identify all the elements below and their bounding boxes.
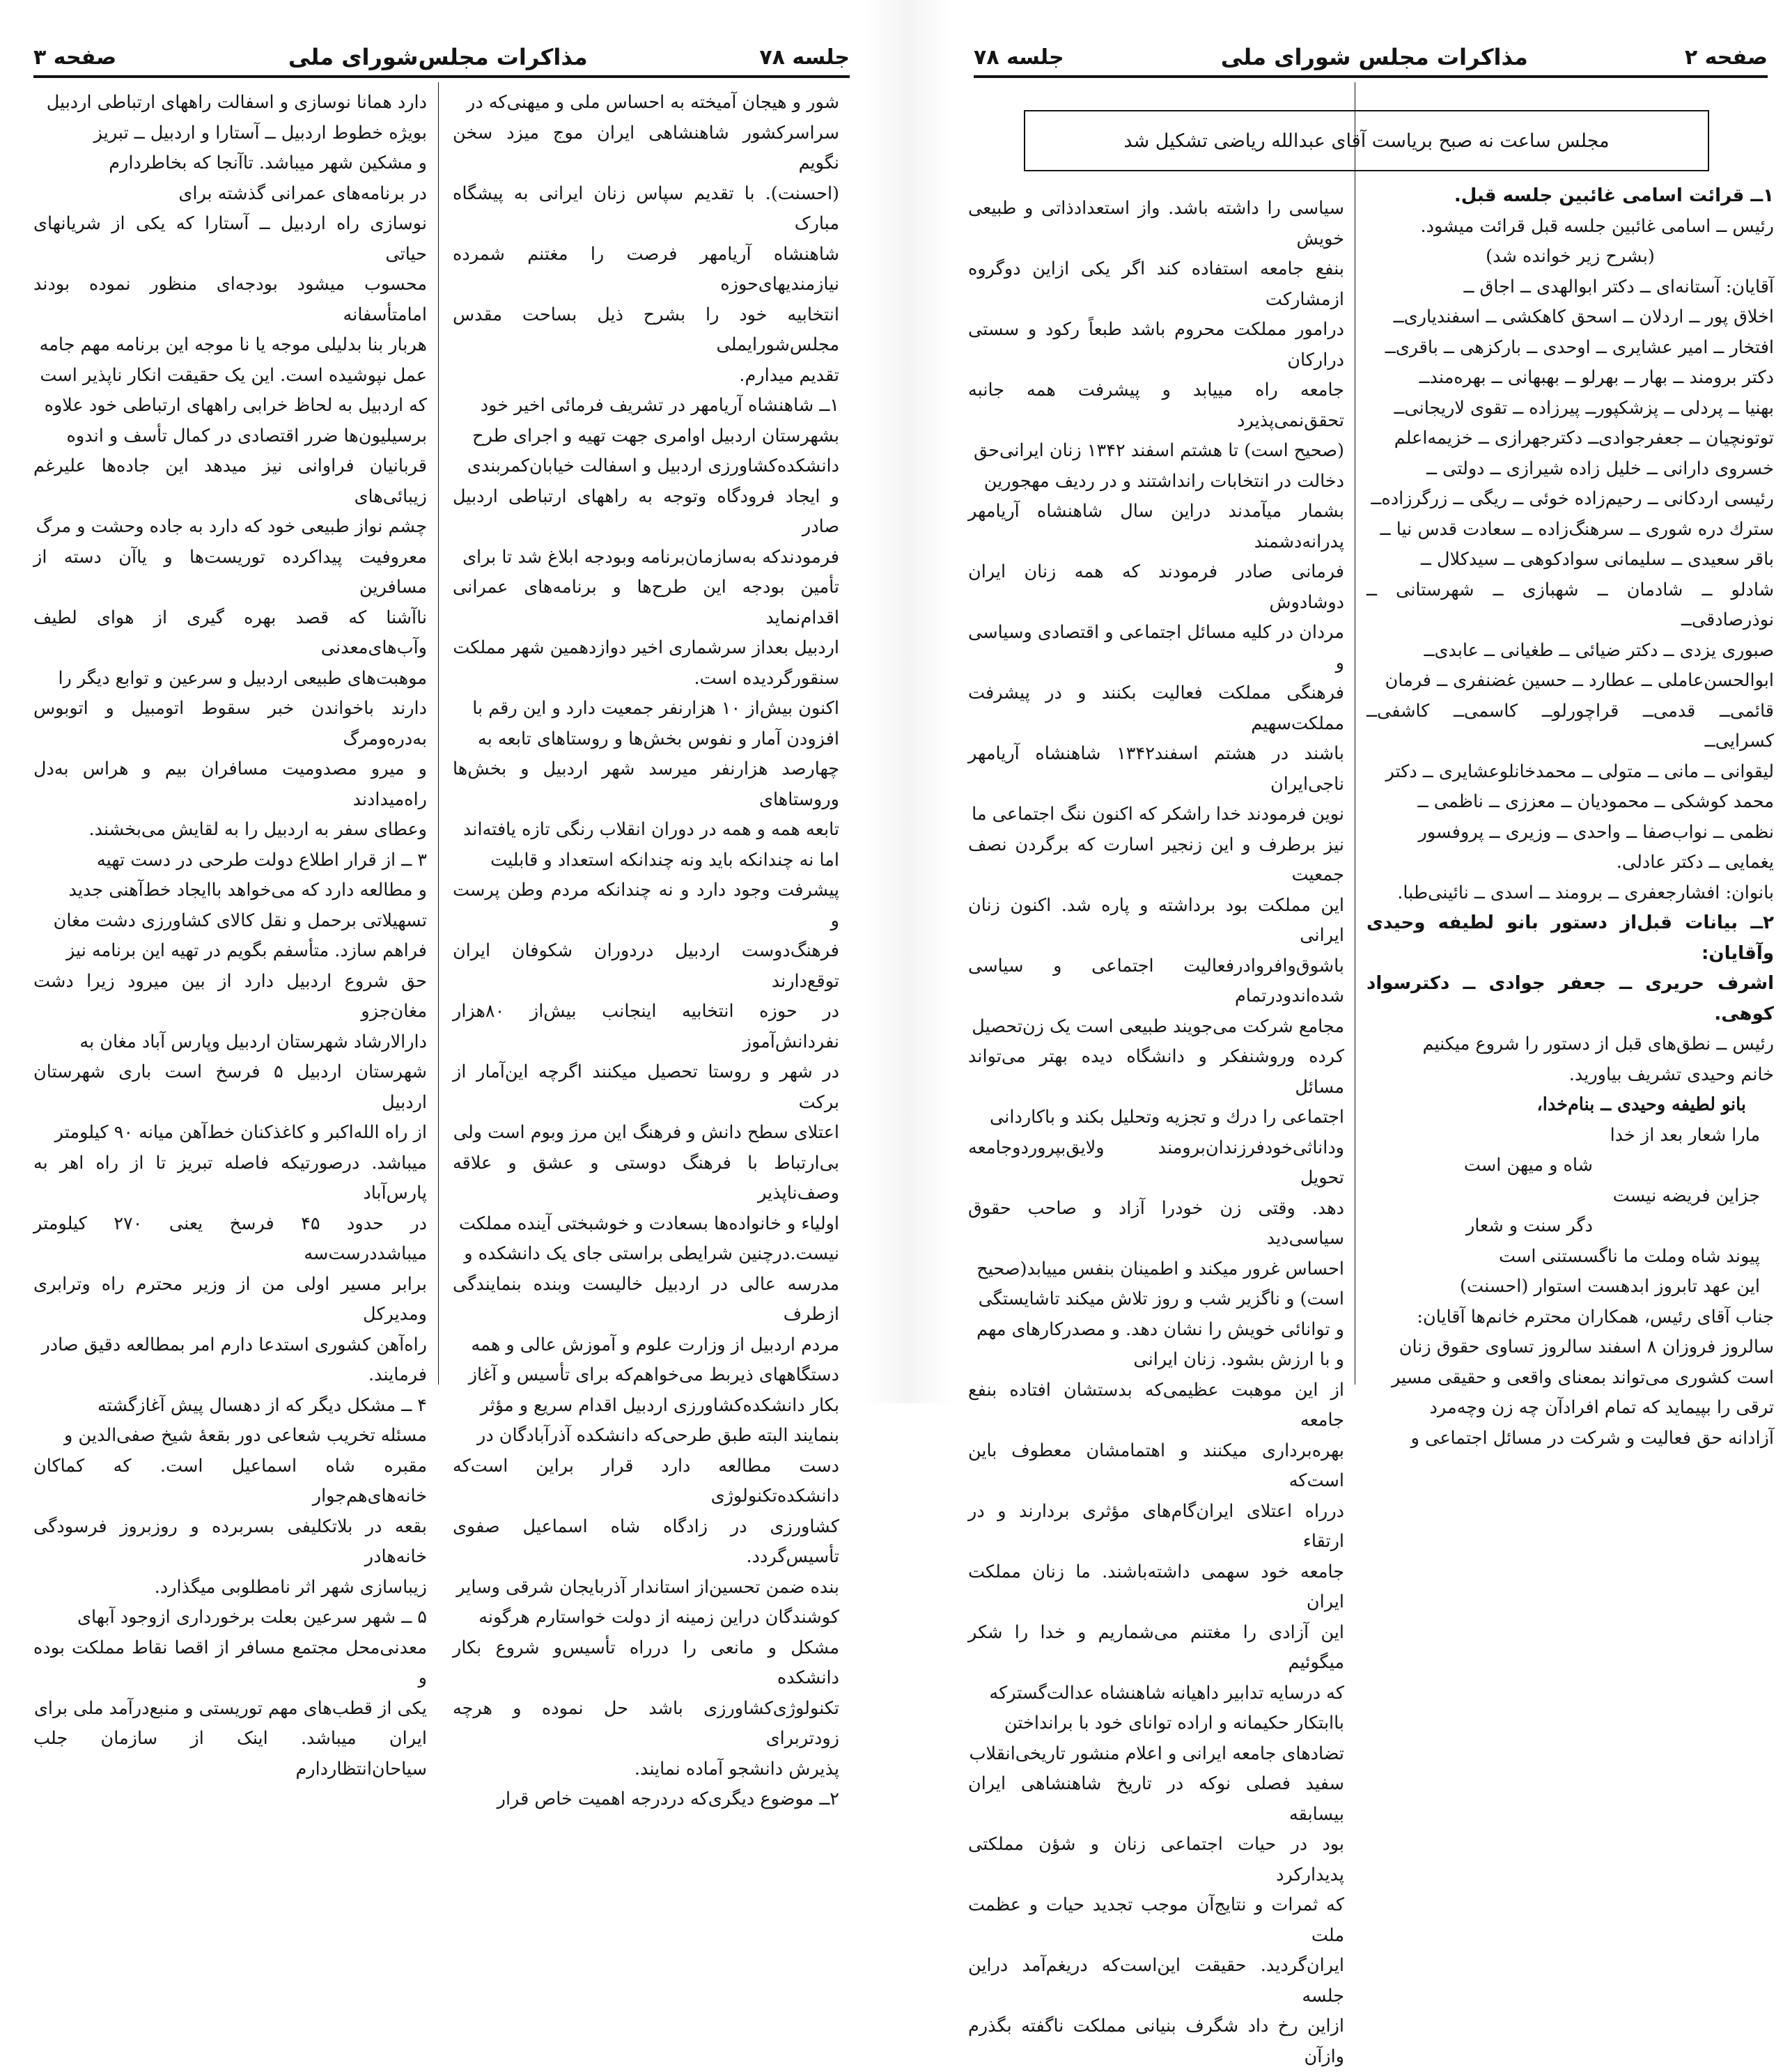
absentee-line: دکتر برومند ــ بهار ــ بهرلو ــ بهبهانی ــ بهره‌مند‌ــ [1419,367,1774,388]
text-line: (صحیح است) تا هشتم اسفند ۱۳۴۲ زنان ایرانی‌حق [974,440,1344,461]
text-line: فراهم سازد. متأسفم بگویم در تهیه این برنامه نیز [65,940,427,961]
text-line: شور و هیجان آمیخته به احساس ملی و میهنی‌که در [467,92,839,113]
poem-line: شاه و میهن است [1463,1155,1593,1176]
absentee-line: بهنیا ــ پردلی ــ پزشکپور‌ــ پیرزاده ــ تقوی لاریجانی‌ــ [1394,397,1774,419]
section-heading-speeches-cont: اشرف حریری ــ جعفر جوادی ــ دکتر‌سواد کوهی. [1367,973,1774,1025]
chair-opening-speeches: رئیس ــ نطق‌های قبل از دستور را شروع میکنیم [1422,1034,1774,1054]
text-line: تابعه همه و همه در دوران انقلاب رنگی تازه یافته‌اند [463,819,839,840]
text-line: تکنولوژی‌کشاورزی باشد حل نموده و هرچه زودتربرای [453,1697,839,1749]
text-line: ازاین رخ داد شگرف بنیانی مملکت ناگفته بگذرم وازآن [968,2016,1344,2067]
poem-line: جزاین فریضه نیست [1612,1185,1760,1206]
text-line: تضادهای جامعه ایرانی و اعلام منشور تاریخی‌انقلاب [969,1743,1344,1764]
absentee-line: شادلو ــ شادمان ــ شهبازی ــ شهرستانی ــ نوذرصادقی‌ــ [1367,579,1774,630]
text-line: اردبیل بعداز سرشماری اخیر دوازدهمین شهر مملکت [453,637,839,658]
text-line: که درسایه تدابیر داهیانه شاهنشاه عدالت‌گسترکه [989,1682,1344,1704]
text-line: دارالارشاد شهرستان اردبیل وپارس آباد مغان به [79,1031,427,1052]
absentee-line: لیقوانی ــ مانی ــ متولی ــ محمدخانلوعشایری ــ دکتر [1385,761,1774,782]
right-header-rule [974,75,1768,78]
right-page-header [974,40,1768,74]
text-line: مدرسه عالی در اردبیل خالیست وبنده بنمایندگی ازطرف [453,1273,839,1325]
text-line: نوین فرمودند خدا راشکر که اکنون ننگ اجتماعی ما [972,804,1344,825]
text-line: سفید فصلی نوکه در تاریخ شاهنشاهی ایران بیسابقه [968,1773,1344,1825]
reading-note: (بشرح زیر خوانده شد) [1486,246,1655,267]
text-line: شاهنشاه آریامهر فرصت را مغتنم شمرده نیازمندیهای‌حوزه [453,243,839,295]
text-line: وعطای سفر به اردبیل را به لقایش می‌بخشند. [88,819,427,840]
poem-verses [1367,1121,1774,1302]
text-line: سالروز فروزان ۸ اسفند سالروز تساوی حقوق زنان [1399,1337,1774,1357]
text-line: محسوب میشود بودجه‌ای منظور نموده بودند امامتأسفانه [33,274,427,325]
text-line: میباشد. درصورتیکه فاصله تبریز تا از راه اهر به پارس‌آباد [33,1152,427,1204]
poem-line: پیوند شاه وملت ما ناگسستنی است [1499,1245,1760,1267]
text-line: زیباسازی شهر اثر نامطلوبی میگذارد. [154,1576,427,1598]
left-page [0,0,864,1809]
absentee-line: رئیسی اردکانی ــ رحیم‌زاده خوئی ــ ریگی ــ زرگرزاده‌ــ [1371,488,1774,509]
text-line: درراه اعتلای ایران‌گام‌های مؤثری بردارند و در ارتقاء [968,1500,1344,1552]
text-line: باشوق‌وافروادرفعالیت اجتماعی و سیاسی شده‌اندودرتمام [968,955,1344,1006]
speaker-name: بانو لطیفه وحیدی ــ بنام‌خدا، [1536,1094,1746,1115]
text-line: بنده ضمن تحسین‌از استاندار آذربایجان شرقی وسایر [456,1576,839,1598]
absentee-line: سترك دره شوری ــ سرهنگ‌زاده ــ سعادت قدس نیا ــ [1380,518,1774,540]
text-line: بکار دانشکده‌کشاورزی اردبیل اقدام سریع و مؤثر [480,1394,839,1416]
text-line: ایران‌گردید. حقیقت این‌است‌که دریغم‌آمد دراین جلسه [968,1955,1344,2007]
text-line: سیاسی را داشته باشد. واز استعدادذاتی و طبیعی خویش [968,198,1344,249]
section-heading-speeches: ۲ــ بیانات قبل‌از دستور بانو لطیفه وحیدی وآقایان: [1367,912,1774,964]
absentee-line: محمد کوشکی ــ محمودیان ــ معززی ــ ناظمی ــ [1417,791,1774,812]
text-line: بنفع جامعه استفاده کند اگر یکی ازاین دوگروه ازمشارکت [968,258,1344,310]
text-line: نیز برطرف و این زنجیر اسارت که برگردن نصف جمعیت [968,834,1344,885]
text-line: و مشکین شهر میباشد. تاآنجا که بخاطردارم [109,153,427,173]
chair-invite-speaker: خانم وحیدی تشریف بیاورید. [1568,1064,1774,1085]
right-page-number: صفحه ۲ [1684,45,1768,70]
text-line: نوسازی راه اردبیل ــ آستارا که یکی از شریانهای حیاتی [33,213,427,265]
text-line: چشم نواز طبیعی خود که دارد به جاده وحشت و مرگ [36,516,427,537]
text-line: و با ارزش بشود. زنان ایرانی [1133,1349,1344,1370]
left-column-a [453,88,839,1815]
chair-statement: رئیس ــ اسامی غائبین جلسه قبل قرائت میشود. [1420,215,1774,237]
left-header-rule [33,75,850,78]
text-line: ایران میباشد. اینک از سازمان جلب سیاحان‌انتظاردارم [33,1728,427,1779]
text-line: ۲ــ موضوع دیگری‌که دردرجه اهمیت خاص قرار [497,1789,839,1809]
text-line: آزادانه حق فعالیت و شرکت در مسائل اجتماعی و [1410,1427,1774,1449]
right-header-title: مذاکرات مجلس شورای ملی [1220,44,1528,70]
absentee-line: یغمایی ــ دکتر عادلی. [1616,852,1774,873]
text-line: فرمانی صادر فرمودند که همه زنان ایران دوشادوش [968,561,1344,613]
absentee-line: توتونچیان ــ جعفرجوادی‌ــ دکترجهرازی ــ خزیمه‌اعلم [1394,428,1774,449]
text-line: شهرستان اردبیل ۵ فرسخ است باری شهرستان اردبیل [33,1061,427,1113]
text-line: فرمایند. [368,1364,427,1385]
text-line: جامعه خود سهمی داشته‌باشند. ما زنان مملکت ایران [968,1561,1344,1612]
left-column-b [33,88,427,1784]
right-column-b [1367,181,1774,1454]
absentee-line: ابوالحسن‌عاملی ــ عطارد ــ حسین غضنفری ــ فرمان [1385,670,1774,691]
text-line: از راه الله‌اکبر و کاغذکنان خط‌آهن میانه ۹۰ کیلومتر [54,1122,427,1143]
text-line: باابتکار حکیمانه و اراده توانای خود با برانداختن [1004,1713,1344,1734]
text-line: موهبت‌های طبیعی اردبیل و سرعین و توابع دیگر را [58,667,427,689]
left-header-title: مذاکرات مجلس‌شورای ملی [288,44,588,70]
page-gutter [864,0,954,1403]
text-line: عمل نپوشیده است. این یک حقیقت انکار ناپذیر است [40,364,427,386]
text-line: حق شروع اردبیل دارد از بین میرود زیرا دشت مغان‌جزو [33,970,427,1022]
left-column-divider [438,82,439,1385]
text-line: باشند در هشتم اسفند۱۳۴۲ شاهنشاه آریامهر ناجی‌ایران [968,743,1344,795]
text-line: (احسنت). با تقدیم سپاس زنان ایرانی به پیشگاه مبارک [453,182,839,234]
text-line: تأمین بودجه این طرح‌ها و برنامه‌های عمرانی اقدام‌نماید [453,577,839,628]
text-line: مردان در کلیه مسائل اجتماعی و اقتصادی وسیاسی و [968,622,1344,673]
text-line: دارد همانا نوسازی و اسفالت راههای ارتباطی اردبیل [46,92,427,113]
text-line: که اردبیل به لحاظ خرابی راههای ارتباطی خود علاوه [44,395,427,416]
poem-line: دگر سنت و شعار [1465,1215,1593,1236]
text-line: کشاورزی در زادگاه شاه اسماعیل صفوی تأسیس‌گردد. [453,1516,839,1567]
text-line: بشمار میآمدند دراین سال شاهنشاه آریامهر پدرانه‌دشمند [968,501,1344,552]
poem-line: این عهد تابروز ابدهست استوار (احسنت) [1460,1276,1760,1297]
poem-line: مارا شعار بعد از خدا [1610,1124,1760,1146]
text-line: مسئله تخریب شعاعی دور بقعهٔ شیخ صفی‌الدین و [64,1425,427,1446]
right-session-number: جلسه ۷۸ [974,45,1064,70]
text-line: قربانیان فراوانی نیز میدهد این جاده‌ها علیرغم زیبائی‌های [33,455,427,507]
text-line: دست مطالعه دارد قرار براین است‌که دانشکده‌تکنولوژی [453,1455,839,1506]
absentee-line: نظمی ــ نواب‌صفا ــ واحدی ــ وزیری ــ پروفسور [1418,821,1774,843]
text-line: افزودن آمار و نفوس بخش‌ها و روستاهای تابعه به [478,728,839,749]
text-line: اما نه چندانکه باید ونه چندانکه استعداد و قابلیت [490,849,839,871]
text-line: سنقورگردیده است. [694,667,839,689]
text-line: اجتماعی را درك و تجزیه وتحلیل بکند و باکاردانی [990,1107,1344,1128]
text-line: از این موهبت عظیمی‌که بدستشان افتاده بنفع جامعه [968,1379,1344,1431]
text-line: مجامع شرکت می‌جویند طبیعی است یک زن‌تحصیل [972,1015,1344,1037]
absentee-line: باقر سعیدی ــ سلیمانی سوادکوهی ــ سید‌کلال ــ [1420,549,1774,570]
text-line: بویژه خطوط اردبیل ــ آستارا و اردبیل ــ تبریز [93,122,427,143]
text-line: این آزادی را مغتنم می‌شماریم و خدا را شکر میگوئیم [968,1621,1344,1673]
text-line: درامور مملکت محروم باشد طبعاً رکود و سستی درارکان [968,319,1344,371]
text-line: چهارصد هزارنفر میرسد شهر اردبیل و بخش‌ها وروستاهای [453,758,839,810]
absentee-line: قائمی‌ــ قدمی‌ــ قراچورلو‌ــ کاسمی‌ــ کاشفی‌ــ کسرایی‌ــ [1367,700,1774,751]
text-line: این مملکت بود برداشته و پاره شد. اکنون زنان ایرانی [968,894,1344,946]
text-line: یکی از قطب‌های مهم توریستی و منبع‌درآمد ملی برای [33,1697,427,1719]
absentee-line: آقایان: آستانه‌ای ــ دکتر ابوالهدی ــ اجاق ــ [1463,276,1774,297]
text-line: فرهنگی مملکت فعالیت بکنند و در پیشرفت مملکت‌سهیم [968,683,1344,734]
text-line: و مطالعه دارد که می‌خواهد باایجاد خط‌آهنی جدید [68,880,427,901]
text-line: هربار بنا بدلیلی موجه یا نا موجه این برنامه مهم جامه [39,334,427,355]
text-line: مردم اردبیل از وزارت علوم و آموزش عالی و همه [471,1334,839,1355]
text-line: اولیاء و خانواده‌ها بسعادت و خوشبختی آینده مملکت [458,1213,839,1234]
text-line: و ایجاد فرودگاه وتوجه به راههای ارتباطی اردبیل صادر [453,485,839,537]
text-line: نیست.درچنین شرایطی براستی جای یک دانشکده و [464,1243,839,1264]
text-line: است) و ناگزیر شب و روز تلاش میکند تاشایستگی [978,1288,1344,1309]
text-line: و میرو مصدومیت مسافران بیم و هراس به‌دل راه‌میدادند [33,758,427,810]
text-line: فرمودند‌که به‌سازمان‌برنامه وبودجه ابلاغ شد تا برای [462,546,839,568]
session-opening-text: مجلس ساعت نه صبح بریاست آقای عبدالله ریاضی تشکیل شد [1123,130,1610,152]
text-line: جامعه راه مییابد و پیشرفت همه جانبه تحقق‌نمی‌پذیرد [968,380,1344,431]
text-line: که ثمرات و نتایج‌آن موجب تجدید حیات و عظمت ملت [968,1894,1344,1946]
session-opening-box [1024,110,1709,171]
text-line: ۱ــ شاهنشاه آریامهر در تشریف فرمائی اخیر خود [480,395,839,416]
text-line: پیشرفت وجود دارد و نه چندانکه مردم وطن پرست و [453,880,839,931]
text-line: پذیرش دانشجو آماده نمایند. [634,1758,839,1779]
text-line: احساس غرور میکند و اطمینان بنفس مییابد(صحیح [976,1258,1344,1279]
text-line: بهره‌برداری میکنند و اهتمامشان معطوف باین است‌که [968,1440,1344,1491]
text-line: کوشندگان دراین زمینه از دولت خواستارم هرگونه [478,1607,839,1628]
text-line: در شهر و روستا تحصیل میکنند اگرچه این‌آمار از برکت [453,1061,839,1113]
text-line: فرهنگ‌دوست اردبیل دردوران شکوفان ایران توقع‌دارند [453,940,839,992]
text-line: دخالت در انتخابات رانداشتند و در ردیف مهجورین [983,470,1344,492]
text-line: وداناثی‌خودفرزندان‌برومند ولایق‌بپرورد‌وجامعه تحویل [968,1137,1344,1188]
text-line: تقدیم میدارم. [739,364,839,386]
text-line: کرده وروشنفکر و دانشگاه دیده بهتر می‌تواند مسائل [968,1046,1344,1098]
absentee-line: خسروی دارانی ــ خلیل زاده شیرازی ــ دولتی ــ [1426,458,1774,479]
text-line: بشهرستان اردبیل اوامری جهت تهیه و اجرای طرح [472,425,839,446]
text-line: دستگاههای ذیربط می‌خواهم‌که برای تأسیس و آغاز [468,1364,839,1385]
text-line: مشکل و مانعی را درراه تأسیس‌و شروع بکار دانشکده [453,1637,839,1688]
text-line: ناآشنا که قصد بهره گیری از هوای لطیف وآب‌های‌معدنی [33,607,427,658]
text-line: معروفیت پیداکرده توریست‌ها و یاآن دسته از مسافرین [33,546,427,598]
text-line: در حدود ۴۵ فرسخ یعنی ۲۷۰ کیلومتر میباشددرست‌سه [33,1213,427,1264]
text-line: دانشکده‌کشاورزی اردبیل و اسفالت خیابان‌کمربندی [467,455,839,476]
text-line: سراسرکشور شاهنشاهی ایران موج میزد سخن نگویم [453,122,839,173]
absent-ladies: بانوان: افشارجعفری ــ برومند ــ اسدی ــ نائینی‌طبا. [1397,882,1774,903]
right-page [954,0,1783,2067]
section-heading-absentees: ۱ــ قرائت اسامی غائبین جلسه قبل. [1454,185,1774,206]
absentee-line: اخلاق پور ــ اردلان ــ اسحق کاهکشی ــ اسفندیاری‌ــ [1393,306,1774,327]
absentees-list [1367,272,1774,878]
text-line: و توانائی خویش را نشان دهد. و مصدرکارهای مهم [976,1318,1344,1340]
text-line: ۴ ــ مشکل دیگر که از دهسال پیش آغازگشته [97,1394,427,1416]
left-session-number: جلسه ۷۸ [759,45,850,70]
text-line: ترقی را بپیماید که تمام افرادآن چه زن وچه‌مرد [1429,1397,1774,1418]
text-line: مقبره شاه اسماعیل است. که کماکان خانه‌های‌هم‌جوار [33,1455,427,1506]
text-line: دارند باخواندن خبر سقوط اتومبیل و اتوبوس به‌دره‌ومرگ [33,698,427,749]
speech-paragraph [1367,1302,1774,1454]
text-line: برسیلیون‌ها ضرر اقتصادی در کمال تأسف و اندوه [66,425,427,446]
text-line: بنمایند البته طبق طرحی‌که دانشکده آذرآبادگان در [477,1425,839,1446]
text-line: ۵ ــ شهر سرعین بعلت برخورداری ازوجود آبهای [77,1607,427,1628]
text-line: دهد. وقتی زن خودرا آزاد و صاحب حقوق سیاسی‌دید [968,1197,1344,1249]
text-line: جناب آقای رئیس، همکاران محترم خانم‌ها آقایان: [1417,1306,1774,1327]
text-line: بقعه در بلاتکلیفی بسربرده و روزبروز فرسودگی خانه‌هادر [33,1516,427,1567]
text-line: راه‌آهن کشوری استدعا دارم امر بمطالعه دقیق صادر [41,1334,427,1355]
text-line: تسهیلاتی برحمل و نقل کالای کشاورزی دشت مغان [53,910,427,931]
right-column-a [968,194,1344,2072]
text-line: اعتلای سطح دانش و فرهنگ این مرز وبوم است ولی [453,1122,839,1143]
text-line: اکنون بیش‌از ۱۰ هزارنفر جمعیت دارد و این رقم با [472,698,839,719]
absentee-line: صبوری یزدی ــ دکتر ضیائی ــ طغیانی ــ عابدی‌ــ [1424,639,1774,661]
absentee-line: افتخار ــ امیر عشایری ــ اوحدی ــ بارکزهی ــ باقری‌ــ [1385,336,1774,358]
text-line: در حوزه انتخابیه اینجانب بیش‌از ۸۰هزار نفردانش‌آموز [453,1001,839,1052]
text-line: است کشوری می‌تواند بمعنای واقعی و حقیقی مسیر [1391,1366,1774,1388]
text-line: انتخابیه خود را بشرح ذیل بساحت مقدس مجلس‌شورایملی [453,304,839,355]
text-line: در برنامه‌های عمرانی گذشته برای [178,182,427,204]
left-page-header [33,40,850,74]
text-line: معدنی‌محل مجتمع مسافر از اقصا نقاط مملکت بوده و [33,1637,427,1688]
text-line: برابر مسیر اولی من از وزیر محترم راه وترابری ومدیرکل [33,1273,427,1325]
text-line: ۳ ــ از قرار اطلاع دولت طرحی در دست تهیه [97,849,427,871]
text-line: بود در حیات اجتماعی زنان و شؤن مملکتی پدیدارکرد [968,1834,1344,1885]
text-line: بی‌ارتباط با فرهنگ دوستی و عشق و علاقه وصف‌ناپذیر [453,1152,839,1204]
left-page-number: صفحه ۳ [33,45,117,70]
